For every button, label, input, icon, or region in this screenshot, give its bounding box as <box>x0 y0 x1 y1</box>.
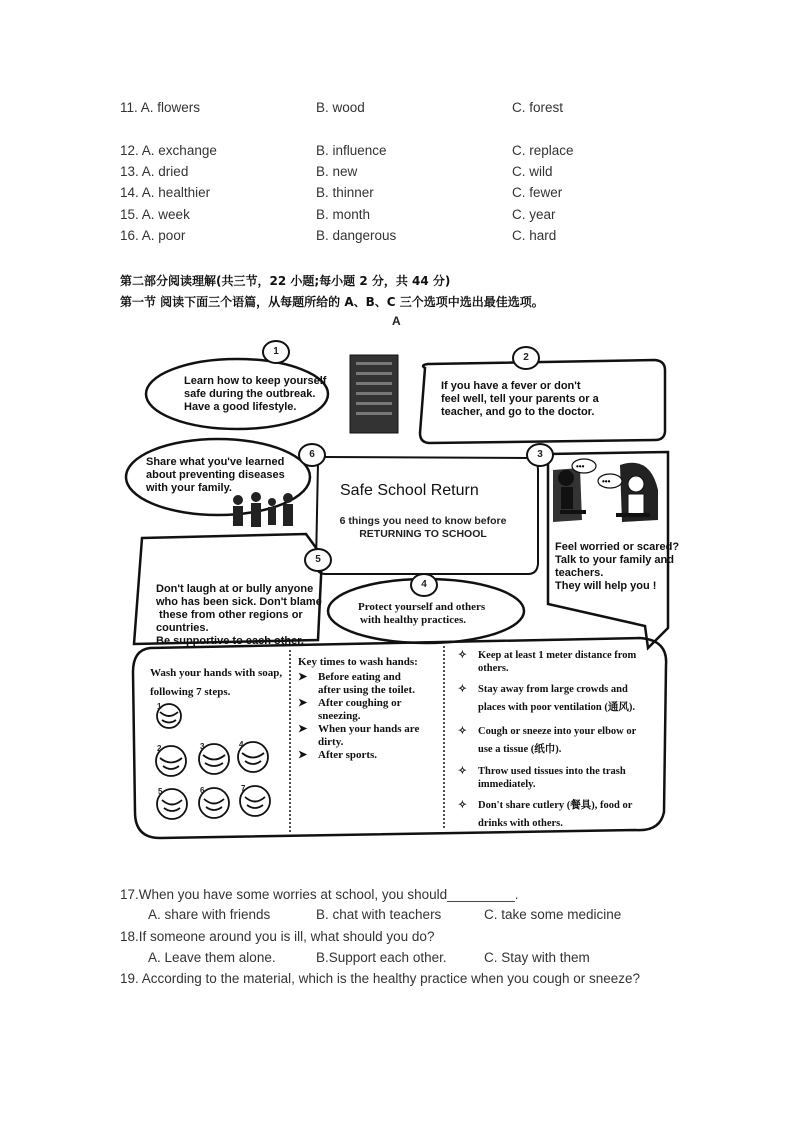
key-times-title: Key times to wash hands: <box>298 656 418 668</box>
num-badge-6: 6 <box>298 443 326 467</box>
healthy-tips-list <box>458 649 636 833</box>
q17-option-a: A. share with friends <box>148 907 271 922</box>
passage-label: A <box>392 314 401 328</box>
question-18: 18.If someone around you is ill, what should you do? <box>120 929 435 944</box>
step-num-1: 1 <box>157 702 162 711</box>
tip-item: ✧ Throw used tissues into the trash immediately. <box>458 766 626 790</box>
key-times-list <box>298 656 419 762</box>
bubble-3-text: Feel worried or scared? Talk to your family and teachers. They will help you ! <box>555 541 680 592</box>
q18-option-c: C. Stay with them <box>484 950 590 965</box>
step-num-2: 2 <box>157 744 162 753</box>
q12-b: B. influence <box>316 143 387 158</box>
step-num-3: 3 <box>200 742 205 751</box>
svg-text:•••: ••• <box>602 477 611 486</box>
q11-c: C. forest <box>512 100 564 115</box>
question-17: 17.When you have some worries at school, you should_________. <box>120 887 519 902</box>
key-time-item: ➤ Before eating and after using the toilet. <box>298 671 415 696</box>
q11-b: B. wood <box>316 100 365 115</box>
q12-a: 12. A. exchange <box>120 143 217 158</box>
key-time-item: ➤ After sports. <box>298 749 378 761</box>
q14-b: B. thinner <box>316 185 374 200</box>
step-num-5: 5 <box>158 787 163 796</box>
key-time-item: ➤ When your hands are dirty. <box>298 723 420 748</box>
step-num-7: 7 <box>241 784 246 793</box>
q18-option-b: B.Support each other. <box>316 950 447 965</box>
poster-title: Safe School Return <box>340 482 479 499</box>
q12-c: C. replace <box>512 143 574 158</box>
tip-item: ✧ Don't share cutlery (餐具), food or drinks with others. <box>458 800 633 829</box>
q15-a: 15. A. week <box>120 207 190 222</box>
wash-hands-text: Wash your hands with soap, following 7 steps. <box>150 667 283 698</box>
bubble-1-text: Learn how to keep yourself safe during the outbreak. Have a good lifestyle. <box>184 375 327 413</box>
q11-a: 11. A. flowers <box>120 100 201 115</box>
q18-option-a: A. Leave them alone. <box>148 950 276 965</box>
step-num-4: 4 <box>239 740 244 749</box>
tip-item: ✧ Stay away from large crowds and places with poor ventilation (通风). <box>458 684 636 713</box>
svg-text:•••: ••• <box>576 462 585 471</box>
q16-c: C. hard <box>512 228 557 243</box>
q13-a: 13. A. dried <box>120 164 189 179</box>
tip-item: ✧ Cough or sneeze into your elbow or use a tissue (纸巾). <box>458 726 637 755</box>
bubble-2-text: If you have a fever or don't feel well, tell your parents or a teacher, and go to the doctor. <box>441 380 599 418</box>
q16-a: 16. A. poor <box>120 228 186 243</box>
num-badge-1: 1 <box>262 340 290 364</box>
q17-option-b: B. chat with teachers <box>316 907 442 922</box>
key-time-item: ➤ After coughing or sneezing. <box>298 697 402 722</box>
bubble-4-text: Protect yourself and others with healthy practices. <box>358 601 486 626</box>
q13-c: C. wild <box>512 164 553 179</box>
q17-option-c: C. take some medicine <box>484 907 622 922</box>
tip-item: ✧ Keep at least 1 meter distance from others. <box>458 650 637 674</box>
section-instructions: 第一节 阅读下面三个语篇，从每题所给的 A、B、C 三个选项中选出最佳选项。 <box>120 295 544 309</box>
question-19: 19. According to the material, which is the healthy practice when you cough or sneeze? <box>120 971 641 986</box>
step-num-6: 6 <box>200 786 205 795</box>
two-people-image <box>553 459 658 522</box>
q15-b: B. month <box>316 207 371 222</box>
q16-b: B. dangerous <box>316 228 397 243</box>
num-badge-4: 4 <box>410 573 438 597</box>
num-badge-3: 3 <box>526 443 554 467</box>
q14-a: 14. A. healthier <box>120 185 211 200</box>
num-badge-5: 5 <box>304 548 332 572</box>
q15-c: C. year <box>512 207 556 222</box>
handwash-step-icons <box>156 704 270 819</box>
bubble-6-text: Share what you've learned about preventing diseases with your family. <box>146 456 285 494</box>
section-heading: 第二部分阅读理解(共三节，22 小题;每小题 2 分，共 44 分) <box>120 274 451 288</box>
bubble-5-text: Don't laugh at or bully anyone who has been sick. Don't blame these from other regions or countries. Be supportive to each other. <box>156 583 322 647</box>
q13-b: B. new <box>316 164 358 179</box>
q14-c: C. fewer <box>512 185 563 200</box>
poster-subtitle: 6 things you need to know before RETURNING TO SCHOOL <box>339 515 507 540</box>
num-badge-2: 2 <box>512 346 540 370</box>
